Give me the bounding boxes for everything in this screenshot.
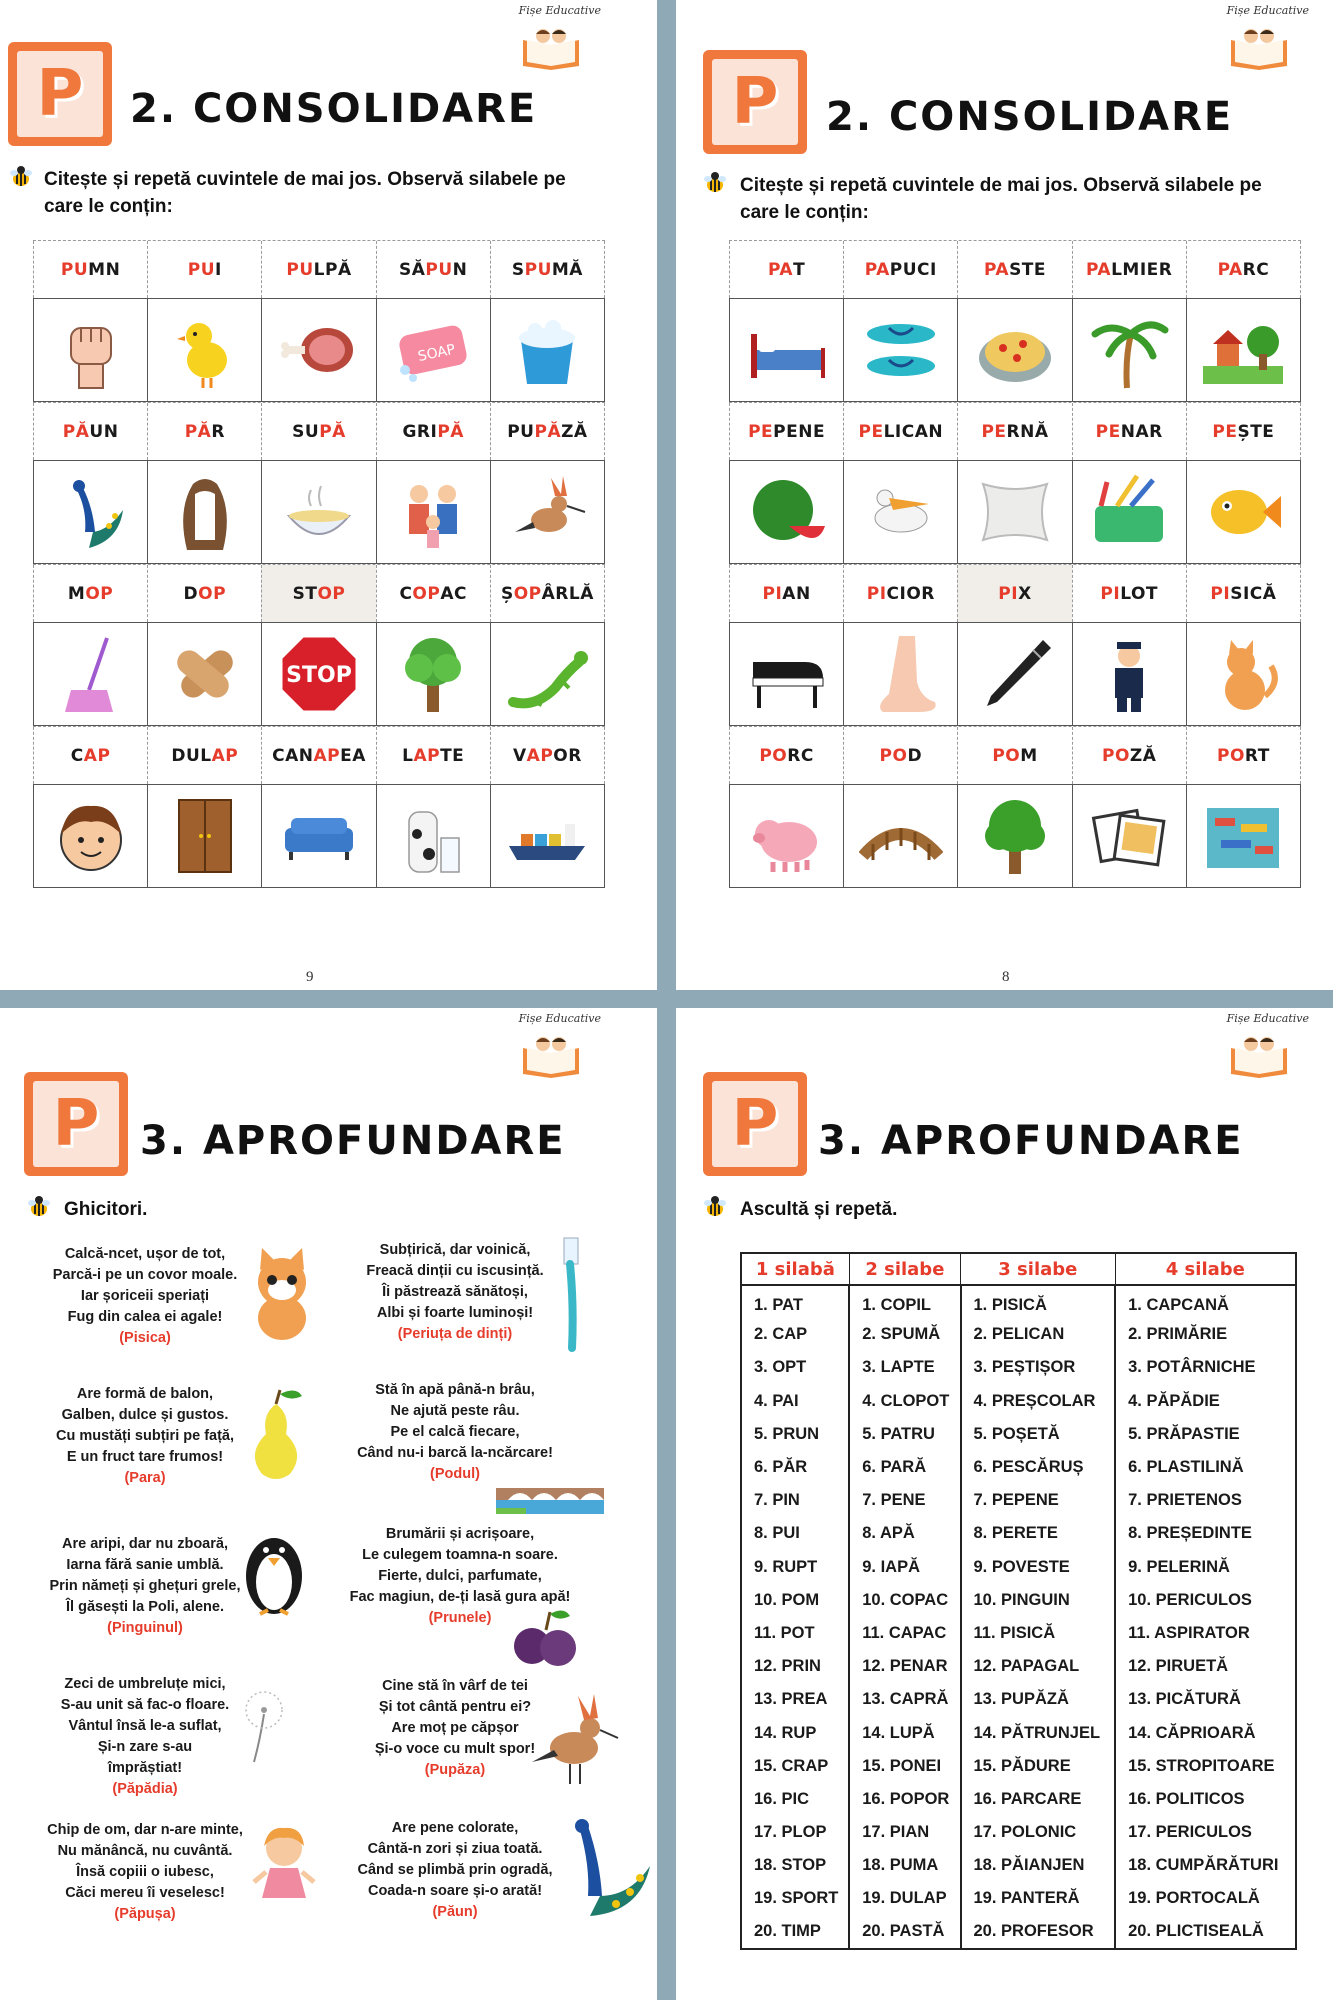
- word-pelican: PE LICAN: [843, 403, 957, 460]
- word-peste: PE ȘTE: [1186, 403, 1301, 460]
- word-row: [33, 240, 605, 298]
- word-dop: D OP: [147, 565, 261, 622]
- hoopoe-icon: [505, 470, 589, 554]
- image-row: [729, 622, 1301, 726]
- table-cell: 5. PRUN: [741, 1418, 849, 1451]
- table-cell: 20. PLICTISEALĂ: [1115, 1916, 1296, 1949]
- table-cell: 11. PISICĂ: [961, 1617, 1116, 1650]
- word-parc: PA RC: [1186, 241, 1301, 298]
- table-cell: 12. PRIN: [741, 1650, 849, 1683]
- dandelion-icon: [234, 1684, 294, 1764]
- kitten-icon: [240, 1244, 324, 1344]
- table-row: [741, 1716, 1296, 1749]
- page-aprofundare-syllables: [676, 1008, 1333, 2000]
- cat-icon: [1201, 632, 1285, 716]
- chick-icon: [163, 308, 247, 392]
- table-cell: 8. APĂ: [849, 1517, 960, 1550]
- table-cell: 18. CUMPĂRĂTURI: [1115, 1849, 1296, 1882]
- fish-icon: [1201, 470, 1285, 554]
- brand-logo: [485, 4, 605, 94]
- image-row: [33, 298, 605, 402]
- table-cell: 8. PERETE: [961, 1517, 1116, 1550]
- page-title: 2. CONSOLIDARE: [130, 86, 538, 132]
- doll-icon: [244, 1820, 324, 1910]
- table-cell: 15. PĂDURE: [961, 1750, 1116, 1783]
- word-row: [33, 402, 605, 460]
- word-paun: PĂ UN: [33, 403, 147, 460]
- penguin-icon: [238, 1520, 310, 1620]
- table-cell: 9. IAPĂ: [849, 1551, 960, 1584]
- word-vapor: V AP OR: [490, 727, 605, 784]
- riddle-answer: (Pupăza): [424, 1762, 486, 1778]
- header-2-silabe: 2 silabe: [849, 1253, 960, 1285]
- riddle-hoopoe: Cine stă în vârf de tei Și tot cântă pentru ei? Are moț pe căpșor Și-o voce cu mult spor! (Pupăza): [340, 1676, 570, 1781]
- instruction-text: Citește și repetă cuvintele de mai jos. Observă silabele pe care le conțin:: [740, 175, 1262, 223]
- instruction-text: Ascultă și repetă.: [740, 1199, 898, 1220]
- table-cell: 2. SPUMĂ: [849, 1318, 960, 1351]
- word-picture-grid: [33, 240, 605, 888]
- riddle-plums: Brumării și acrișoare, Le culegem toamna-n soare. Fierte, dulci, parfumate, Fac magiun, de-ți lasă gura apă! (Prunele): [340, 1524, 580, 1629]
- book-kids-icon: [521, 26, 581, 70]
- brand-text: Fișe Educative: [1226, 1012, 1309, 1025]
- letter-p-logo: [24, 1072, 128, 1176]
- boy-face-icon: [49, 794, 133, 878]
- sofa-icon: [277, 794, 361, 878]
- riddle-pear: Are formă de balon, Galben, dulce și gustos. Cu mustăți subțiri pe față, E un fruct tare frumos! (Para): [40, 1384, 250, 1489]
- pencil-case-icon: [1087, 470, 1171, 554]
- bee-icon: [8, 164, 34, 190]
- table-row: [741, 1849, 1296, 1882]
- word-palmier: PA LMIER: [1072, 241, 1186, 298]
- table-row: [741, 1351, 1296, 1384]
- word-par: PĂ R: [147, 403, 261, 460]
- mop-icon: [49, 632, 133, 716]
- word-pui: PU I: [147, 241, 261, 298]
- table-row: [741, 1285, 1296, 1318]
- table-cell: 20. PASTĂ: [849, 1916, 960, 1949]
- bucket-foam-icon: [505, 308, 589, 392]
- word-supa: SU PĂ: [261, 403, 375, 460]
- table-row: [741, 1451, 1296, 1484]
- table-header-row: [741, 1253, 1296, 1285]
- table-cell: 11. POT: [741, 1617, 849, 1650]
- table-row: [741, 1551, 1296, 1584]
- pillow-icon: [973, 470, 1057, 554]
- flip-flops-icon: [859, 308, 943, 392]
- instruction-text: Citește și repetă cuvintele de mai jos. Observă silabele pe care le conțin:: [44, 169, 566, 217]
- image-row: [729, 460, 1301, 564]
- table-cell: 5. PATRU: [849, 1418, 960, 1451]
- table-cell: 10. PINGUIN: [961, 1584, 1116, 1617]
- table-row: [741, 1783, 1296, 1816]
- table-cell: 15. PONEI: [849, 1750, 960, 1783]
- table-cell: 7. PENE: [849, 1484, 960, 1517]
- table-cell: 13. PUPĂZĂ: [961, 1683, 1116, 1716]
- word-pulpa: PU LPĂ: [261, 241, 375, 298]
- image-row: [33, 622, 605, 726]
- table-cell: 4. PĂPĂDIE: [1115, 1385, 1296, 1418]
- riddle-dandelion: Zeci de umbreluțe mici, S-au unit să fac-o floare. Vântul însă le-a suflat, Și-n zare s-au împrăștiat! (Păpădia): [40, 1674, 250, 1800]
- riddle-answer: (Păpădia): [112, 1781, 178, 1797]
- table-cell: 17. PLOP: [741, 1816, 849, 1849]
- table-row: [741, 1617, 1296, 1650]
- table-cell: 8. PREȘEDINTE: [1115, 1517, 1296, 1550]
- table-cell: 18. STOP: [741, 1849, 849, 1882]
- table-row: [741, 1882, 1296, 1915]
- instruction-text: Ghicitori.: [64, 1199, 148, 1220]
- riddle-answer: (Pinguinul): [107, 1620, 183, 1636]
- table-cell: 14. CĂPRIOARĂ: [1115, 1716, 1296, 1749]
- word-canapea: CAN AP EA: [261, 727, 375, 784]
- svg-text:STOP: STOP: [286, 663, 352, 688]
- logo-letter: P: [36, 57, 84, 131]
- table-cell: 15. CRAP: [741, 1750, 849, 1783]
- table-row: [741, 1683, 1296, 1716]
- table-cell: 18. PUMA: [849, 1849, 960, 1882]
- table-cell: 1. COPIL: [849, 1285, 960, 1318]
- stone-bridge-icon: [496, 1474, 604, 1514]
- word-pat: PA T: [729, 241, 843, 298]
- word-picture-grid: [729, 240, 1301, 888]
- photos-icon: [1087, 794, 1171, 878]
- word-spuma: S PU MĂ: [490, 241, 605, 298]
- table-cell: 12. PENAR: [849, 1650, 960, 1683]
- brand-logo: [1193, 4, 1313, 94]
- brand-text: Fișe Educative: [1226, 4, 1309, 17]
- word-penar: PE NAR: [1072, 403, 1186, 460]
- word-pisica: PI SICĂ: [1186, 565, 1301, 622]
- table-cell: 4. PAI: [741, 1385, 849, 1418]
- toothbrush-icon: [560, 1236, 588, 1352]
- palm-tree-icon: [1087, 308, 1171, 392]
- pilot-icon: [1087, 632, 1171, 716]
- table-row: [741, 1816, 1296, 1849]
- table-cell: 1. PISICĂ: [961, 1285, 1116, 1318]
- apple-tree-icon: [973, 794, 1057, 878]
- table-cell: 12. PIRUETĂ: [1115, 1650, 1296, 1683]
- table-cell: 18. PĂIANJEN: [961, 1849, 1116, 1882]
- header-1-silaba: 1 silabă: [741, 1253, 849, 1285]
- stop-sign-icon: [277, 632, 361, 716]
- word-pod: PO D: [843, 727, 957, 784]
- milk-icon: [391, 794, 475, 878]
- syllables-table-body: [741, 1285, 1296, 1949]
- logo-letter: P: [52, 1087, 100, 1161]
- riddle-bridge: Stă în apă până-n brâu, Ne ajută peste râu. Pe el calcă fiecare, Când nu-i barcă la-ncărcare! (Podul): [340, 1380, 570, 1485]
- word-gripa: GRI PĂ: [376, 403, 490, 460]
- tree-icon: [391, 632, 475, 716]
- bee-icon: [702, 170, 728, 196]
- riddle-answer: (Pisica): [119, 1330, 171, 1346]
- bridge-icon: [859, 794, 943, 878]
- brand-logo: [485, 1012, 605, 1102]
- page-consolidare-8: [676, 0, 1333, 990]
- table-cell: 4. PREȘCOLAR: [961, 1385, 1116, 1418]
- header-4-silabe: 4 silabe: [1115, 1253, 1296, 1285]
- word-pian: PI AN: [729, 565, 843, 622]
- table-cell: 3. LAPTE: [849, 1351, 960, 1384]
- table-cell: 12. PAPAGAL: [961, 1650, 1116, 1683]
- word-copac: C OP AC: [376, 565, 490, 622]
- table-cell: 6. PLASTILINĂ: [1115, 1451, 1296, 1484]
- book-kids-icon: [521, 1034, 581, 1078]
- image-row: [33, 460, 605, 564]
- word-porc: PO RC: [729, 727, 843, 784]
- riddle-answer: (Periuța de dinți): [397, 1326, 513, 1342]
- table-cell: 2. CAP: [741, 1318, 849, 1351]
- table-row: [741, 1750, 1296, 1783]
- page-title: 2. CONSOLIDARE: [826, 94, 1234, 140]
- soup-bowl-icon: [277, 470, 361, 554]
- bee-icon: [26, 1194, 52, 1220]
- word-port: PO RT: [1186, 727, 1301, 784]
- riddle-answer: (Podul): [430, 1466, 480, 1482]
- table-cell: 8. PUI: [741, 1517, 849, 1550]
- table-cell: 20. TIMP: [741, 1916, 849, 1949]
- word-stop: ST OP: [261, 565, 375, 622]
- word-row: [729, 564, 1301, 622]
- word-mop: M OP: [33, 565, 147, 622]
- word-sapun: SĂ PU N: [376, 241, 490, 298]
- table-cell: 20. PROFESOR: [961, 1916, 1116, 1949]
- pig-icon: [745, 794, 829, 878]
- table-cell: 1. PAT: [741, 1285, 849, 1318]
- riddle-penguin: Are aripi, dar nu zboară, Iarna fără sanie umblă. Prin nămeți și ghețuri grele, Îl găsești la Poli, alene. (Pinguinul): [40, 1534, 250, 1639]
- bee-icon: [702, 1194, 728, 1220]
- word-pix: PI X: [957, 565, 1071, 622]
- piano-icon: [745, 632, 829, 716]
- table-cell: 7. PEPENE: [961, 1484, 1116, 1517]
- word-perna: PE RNĂ: [957, 403, 1071, 460]
- table-cell: 6. PESCĂRUȘ: [961, 1451, 1116, 1484]
- table-cell: 3. OPT: [741, 1351, 849, 1384]
- table-cell: 6. PARĂ: [849, 1451, 960, 1484]
- table-cell: 14. LUPĂ: [849, 1716, 960, 1749]
- word-cap: C AP: [33, 727, 147, 784]
- table-row: [741, 1650, 1296, 1683]
- pear-icon: [236, 1384, 316, 1484]
- table-row: [741, 1418, 1296, 1451]
- watermelon-icon: [745, 470, 829, 554]
- page-title: 3. APROFUNDARE: [818, 1118, 1244, 1164]
- riddle-answer: (Păun): [432, 1904, 478, 1920]
- word-row: [33, 726, 605, 784]
- table-cell: 17. POLONIC: [961, 1816, 1116, 1849]
- table-row: [741, 1385, 1296, 1418]
- riddle-answer: (Păpușa): [114, 1906, 176, 1922]
- table-cell: 2. PELICAN: [961, 1318, 1116, 1351]
- table-cell: 14. RUP: [741, 1716, 849, 1749]
- table-cell: 7. PIN: [741, 1484, 849, 1517]
- logo-letter: P: [731, 65, 779, 139]
- page-number: 8: [1002, 969, 1010, 985]
- fist-icon: [49, 308, 133, 392]
- riddle-doll: Chip de om, dar n-are minte, Nu mănâncă, nu cuvântă. Însă copiii o iubesc, Căci mereu îi veselesc! (Păpușa): [30, 1820, 260, 1925]
- wardrobe-icon: [163, 794, 247, 878]
- table-cell: 13. PICĂTURĂ: [1115, 1683, 1296, 1716]
- table-cell: 11. CAPAC: [849, 1617, 960, 1650]
- table-cell: 13. CAPRĂ: [849, 1683, 960, 1716]
- riddle-cat: Calcă-ncet, ușor de tot, Parcă-i pe un covor moale. Iar șoriceii speriați Fug din calea ei agale! (Pisica): [40, 1244, 250, 1349]
- pasta-plate-icon: [973, 308, 1057, 392]
- table-cell: 7. PRIETENOS: [1115, 1484, 1296, 1517]
- table-cell: 19. PANTERĂ: [961, 1882, 1116, 1915]
- table-cell: 5. POȘETĂ: [961, 1418, 1116, 1451]
- table-cell: 9. PELERINĂ: [1115, 1551, 1296, 1584]
- table-cell: 16. POLITICOS: [1115, 1783, 1296, 1816]
- table-cell: 1. CAPCANĂ: [1115, 1285, 1296, 1318]
- brand-text: Fișe Educative: [518, 1012, 601, 1025]
- table-cell: 10. PERICULOS: [1115, 1584, 1296, 1617]
- table-cell: 16. PIC: [741, 1783, 849, 1816]
- word-pepene: PE PENE: [729, 403, 843, 460]
- hair-icon: [163, 470, 247, 554]
- book-kids-icon: [1229, 26, 1289, 70]
- riddle-answer: (Prunele): [428, 1610, 492, 1626]
- word-row: [729, 402, 1301, 460]
- word-pupaza: PU PĂ ZĂ: [490, 403, 605, 460]
- table-cell: 6. PĂR: [741, 1451, 849, 1484]
- table-row: [741, 1584, 1296, 1617]
- lizard-icon: [505, 632, 589, 716]
- table-cell: 19. SPORT: [741, 1882, 849, 1915]
- table-cell: 17. PERICULOS: [1115, 1816, 1296, 1849]
- image-row: [729, 298, 1301, 402]
- pen-icon: [973, 632, 1057, 716]
- word-row: [33, 564, 605, 622]
- page-aprofundare-riddles: [0, 1008, 657, 2000]
- plums-icon: [506, 1602, 586, 1672]
- port-harbor-icon: [1201, 794, 1285, 878]
- riddle-toothbrush: Subțirică, dar voinică, Freacă dinții cu iscusință. Îi păstrează sănătoși, Albi și foarte luminoși! (Periuța de dinți): [340, 1240, 570, 1345]
- table-cell: 14. PĂTRUNJEL: [961, 1716, 1116, 1749]
- word-row: [729, 726, 1301, 784]
- header-3-silabe: 3 silabe: [961, 1253, 1116, 1285]
- table-cell: 15. STROPITOARE: [1115, 1750, 1296, 1783]
- logo-letter: P: [731, 1087, 779, 1161]
- table-cell: 16. POPOR: [849, 1783, 960, 1816]
- brand-logo: [1193, 1012, 1313, 1102]
- riddle-peacock: Are pene colorate, Cântă-n zori și ziua toată. Când se plimbă prin ogradă, Coada-n soare și-o arată! (Păun): [340, 1818, 570, 1923]
- table-cell: 11. ASPIRATOR: [1115, 1617, 1296, 1650]
- table-row: [741, 1484, 1296, 1517]
- table-cell: 16. PARCARE: [961, 1783, 1116, 1816]
- sick-family-icon: [391, 470, 475, 554]
- word-pumn: PU MN: [33, 241, 147, 298]
- riddle-answer: (Para): [124, 1470, 166, 1486]
- word-paste: PA STE: [957, 241, 1071, 298]
- table-row: [741, 1916, 1296, 1949]
- table-cell: 3. POTÂRNICHE: [1115, 1351, 1296, 1384]
- page-title: 3. APROFUNDARE: [140, 1118, 566, 1164]
- soap-icon: [391, 308, 475, 392]
- peacock-icon: [49, 470, 133, 554]
- pelican-icon: [859, 470, 943, 554]
- letter-p-logo: [703, 50, 807, 154]
- peacock-icon: [560, 1816, 654, 1920]
- table-cell: 10. COPAC: [849, 1584, 960, 1617]
- letter-p-logo: [703, 1072, 807, 1176]
- table-cell: 17. PIAN: [849, 1816, 960, 1849]
- bandage-icon: [163, 632, 247, 716]
- table-cell: 9. POVESTE: [961, 1551, 1116, 1584]
- letter-p-logo: [8, 42, 112, 146]
- word-papuci: PA PUCI: [843, 241, 957, 298]
- table-cell: 13. PREA: [741, 1683, 849, 1716]
- foot-icon: [859, 632, 943, 716]
- image-row: [33, 784, 605, 888]
- hoopoe-icon: [530, 1692, 620, 1792]
- book-kids-icon: [1229, 1034, 1289, 1078]
- table-cell: 9. RUPT: [741, 1551, 849, 1584]
- table-row: [741, 1517, 1296, 1550]
- page-number: 9: [306, 969, 314, 985]
- table-cell: 10. POM: [741, 1584, 849, 1617]
- word-soparla: Ș OP ÂRLĂ: [490, 565, 605, 622]
- word-pom: PO M: [957, 727, 1071, 784]
- word-poza: PO ZĂ: [1072, 727, 1186, 784]
- table-row: [741, 1318, 1296, 1351]
- page-consolidare-9: [0, 0, 657, 990]
- word-row: [729, 240, 1301, 298]
- word-lapte: L AP TE: [376, 727, 490, 784]
- park-icon: [1201, 308, 1285, 392]
- table-cell: 3. PEȘTIȘOR: [961, 1351, 1116, 1384]
- bed-icon: [745, 308, 829, 392]
- syllables-table: [740, 1252, 1297, 1950]
- word-picior: PI CIOR: [843, 565, 957, 622]
- table-cell: 4. CLOPOT: [849, 1385, 960, 1418]
- table-cell: 19. DULAP: [849, 1882, 960, 1915]
- image-row: [729, 784, 1301, 888]
- ham-leg-icon: [277, 308, 361, 392]
- word-dulap: DUL AP: [147, 727, 261, 784]
- word-pilot: PI LOT: [1072, 565, 1186, 622]
- svg-text:SOAP: SOAP: [416, 341, 457, 366]
- ship-icon: [505, 794, 589, 878]
- table-cell: 19. PORTOCALĂ: [1115, 1882, 1296, 1915]
- brand-text: Fișe Educative: [518, 4, 601, 17]
- table-cell: 2. PRIMĂRIE: [1115, 1318, 1296, 1351]
- table-cell: 5. PRĂPASTIE: [1115, 1418, 1296, 1451]
